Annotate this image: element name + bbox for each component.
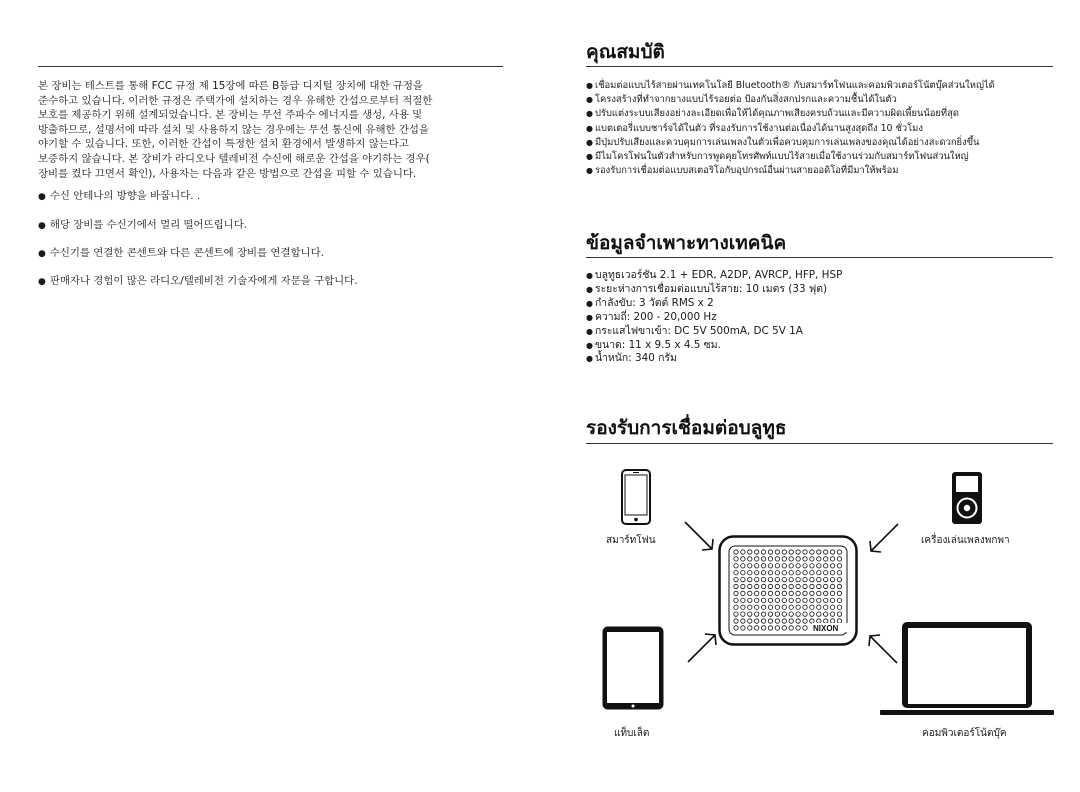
specs-heading: ข้อมูลจำเพาะทางเทคนิค — [586, 232, 787, 254]
tablet-icon — [601, 625, 665, 711]
fcc-line: 장비를 켰다 끄면서 확인), 사용자는 다음과 같은 방법으로 간섭을 피할 수 있습니다. — [38, 167, 417, 180]
arrow-down-right-icon — [680, 517, 720, 557]
spec-item: ● กระแสไฟขาเข้า: DC 5V 500mA, DC 5V 1A — [586, 324, 803, 337]
feature-item: ● มีปุ่มปรับเสียงและควบคุมการเล่นเพลงในตัวเพื่อควบคุมการเล่นเพลงของคุณได้อย่างสะดวกยิ่งขึ้น — [586, 136, 980, 148]
features-rule — [586, 66, 1053, 67]
feature-item: ● เชื่อมต่อแบบไร้สายผ่านเทคโนโลยี Bluetooth® กับสมาร์ทโฟนและคอมพิวเตอร์โน้ตบุ๊คส่วนใหญ่ได้ — [586, 80, 995, 91]
features-heading: คุณสมบัติ — [586, 41, 665, 63]
spec-item: ● กำลังขับ: 3 วัตต์ RMS x 2 — [586, 296, 714, 309]
spec-item: ● น้ำหนัก: 340 กรัม — [586, 352, 677, 365]
feature-item: ● โครงสร้างที่ทำจากยางแบบไร้รอยต่อ ป้องกันสิ่งสกปรกและความชื้นได้ในตัว — [586, 94, 897, 106]
feature-item: ● แบตเตอรี่แบบชาร์จได้ในตัว ที่รองรับการใช้งานต่อเนื่องได้นานสูงสุดถึง 10 ชั่วโมง — [586, 122, 923, 134]
specs-rule — [586, 257, 1053, 258]
feature-item: ● ปรับแต่งระบบเสียงอย่างละเอียดเพื่อให้ได้คุณภาพเสียงครบถ้วนและมีความผิดเพี้ยนน้อยที่สุด — [586, 108, 959, 120]
laptop-icon — [878, 620, 1056, 718]
bullet-dot-icon: ● — [38, 221, 46, 231]
fcc-bullet: ● 해당 장비를 수신기에서 멀리 떨어뜨립니다. — [38, 219, 248, 231]
music-player-icon — [951, 471, 983, 525]
bullet-dot-icon: ● — [38, 277, 46, 287]
arrow-down-left-icon — [863, 519, 903, 559]
feature-item: ● รองรับการเชื่อมต่อแบบสเตอริโอกับอุปกรณ์อื่นผ่านสายออดิโอที่มีมาให้พร้อม — [586, 165, 899, 177]
speaker-icon — [718, 535, 858, 646]
smartphone-icon — [620, 469, 652, 525]
fcc-line: 방출하므로, 설명서에 따라 설치 및 사용하지 않는 경우에는 무선 통신에 유해한 간섭을 — [38, 123, 429, 136]
fcc-line: 보증하지 않습니다. 본 장비가 라디오나 텔레비전 수신에 해로운 간섭을 야기하는 경우( — [38, 152, 430, 165]
spec-item: ● บลูทูธเวอร์ชัน 2.1 + EDR, A2DP, AVRCP, HFP, HSP — [586, 269, 843, 281]
fcc-bullet: ● 수신 안테나의 방향을 바꿉니다. . — [38, 190, 201, 202]
fcc-line: 본 장비는 테스트를 통해 FCC 규정 제 15장에 따른 B등급 디지털 장치에 대한 규정을 — [38, 80, 423, 92]
spec-item: ● ระยะห่างการเชื่อมต่อแบบไร้สาย: 10 เมตร (33 ฟุต) — [586, 282, 828, 295]
fcc-bullet: ● 판매자나 경험이 많은 라디오/텔레비전 기술자에게 자문을 구합니다. — [38, 275, 358, 287]
fcc-line: 준수하고 있습니다. 이러한 규정은 주택가에 설치하는 경우 유해한 간섭으로부터 적절한 — [38, 94, 433, 107]
bullet-dot-icon: ● — [38, 249, 46, 259]
arrow-up-right-icon — [683, 627, 723, 667]
smartphone-label: สมาร์ทโฟน — [606, 535, 656, 546]
specs-list — [586, 269, 842, 366]
fcc-paragraph — [38, 79, 493, 181]
bluetooth-heading: รองรับการเชื่อมต่อบลูทูธ — [586, 417, 787, 439]
bluetooth-rule — [586, 443, 1053, 444]
music-player-label: เครื่องเล่นเพลงพกพา — [921, 535, 1010, 546]
left-top-rule — [38, 66, 503, 67]
features-list — [586, 79, 995, 178]
spec-item: ● ความถี่: 200 - 20,000 Hz — [586, 310, 717, 323]
spec-item: ● ขนาด: 11 x 9.5 x 4.5 ซม. — [586, 338, 721, 351]
tablet-label: แท็บเล็ต — [614, 728, 650, 739]
feature-item: ● มีไมโครโฟนในตัวสำหรับการพูดคุยโทรศัพท์แบบไร้สายเมื่อใช้งานร่วมกับสมาร์ทโฟนส่วนใหญ่ — [586, 151, 969, 163]
nixon-logo: NIXON — [813, 624, 839, 633]
fcc-line: 보호를 제공하기 위해 설계되었습니다. 본 장비는 무선 주파수 에너지를 생성, 사용 및 — [38, 109, 423, 122]
fcc-bullet: ● 수신기를 연결한 콘센트와 다른 콘센트에 장비를 연결합니다. — [38, 247, 324, 259]
fcc-line: 야기할 수 있습니다. 또한, 이러한 간섭이 특정한 설치 환경에서 발생하지 않는다고 — [38, 138, 409, 151]
laptop-label: คอมพิวเตอร์โน้ตบุ๊ค — [922, 728, 1007, 739]
bullet-dot-icon: ● — [38, 192, 46, 202]
